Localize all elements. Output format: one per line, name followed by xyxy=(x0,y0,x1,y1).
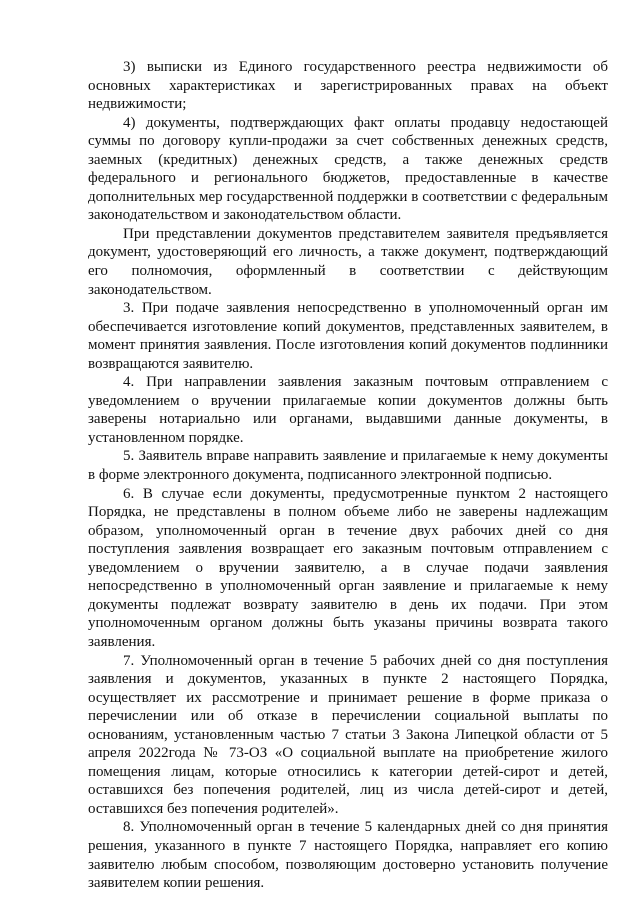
paragraph-clause-8: 8. Уполномоченный орган в течение 5 календарных дней со дня принятия решения, указанного в пункте 7 настоящего Порядка, направляет его копию заявителю любым способом, позволяющим достоверно установить получение заявителем копии решения. xyxy=(88,819,608,892)
paragraph-clause-3: 3. При подаче заявления непосредственно в уполномоченный орган им обеспечивается изготовление копий документов, представленных заявителем, в момент принятия заявления. После изготовления копий документов подлинники возвращаются заявителю. xyxy=(88,300,608,372)
paragraph-item-3-extract: 3) выписки из Единого государственного реестра недвижимости об основных характеристиках и зарегистрированных правах на объект недвижимости; xyxy=(88,59,608,113)
paragraph-clause-5: 5. Заявитель вправе направить заявление и прилагаемые к нему документы в форме электронного документа, подписанного электронной подписью. xyxy=(88,448,608,484)
paragraph-representative: При представлении документов представителем заявителя предъявляется документ, удостоверяющий его личность, а также документ, подтверждающий его полномочия, оформленный в соответствии с действующим законодательством. xyxy=(88,225,608,298)
document-body xyxy=(88,58,608,893)
paragraph-item-4-payment-documents: 4) документы, подтверждающих факт оплаты продавцу недостающей суммы по договору купли-продажи за счет собственных денежных средств, заемных (кредитных) денежных средств, а также денежных средств федерального и регионального бюджетов, предоставленные в качестве дополнительных мер государственной поддержки в соответствии с федеральным законодательством и законодательством области. xyxy=(88,114,608,224)
paragraph-clause-7: 7. Уполномоченный орган в течение 5 рабочих дней со дня поступления заявления и документов, указанных в пункте 2 настоящего Порядка, осуществляет их рассмотрение и принимает решение в форме приказа о перечислении или об отказе в перечислении социальной выплаты по основаниям, установленным частью 7 статьи 3 Закона Липецкой области от 5 апреля 2022года № 73-ОЗ «О социальной выплате на приобретение жилого помещения лицам, которые относились к категории детей-сирот и детей, оставшихся без попечения родителей, лиц из числа детей-сирот и детей, оставшихся без попечения родителей». xyxy=(88,652,608,817)
paragraph-clause-4: 4. При направлении заявления заказным почтовым отправлением с уведомлением о вручении прилагаемые копии документов должны быть заверены нотариально или органами, выдавшими данные документы, в установленном порядке. xyxy=(88,374,608,446)
paragraph-clause-6: 6. В случае если документы, предусмотренные пунктом 2 настоящего Порядка, не представлены в полном объеме либо не заверены надлежащим образом, уполномоченный орган в течение двух рабочих дней со дня поступления заявления возвращает его заказным почтовым отправлением с уведомлением о вручении заявителю, а в случае подачи заявления непосредственно в уполномоченный орган заявление и прилагаемые к нему документы подлежат возврату заявителю в день их подачи. При этом уполномоченным органом должны быть указаны причины возврата такого заявления. xyxy=(88,485,608,650)
